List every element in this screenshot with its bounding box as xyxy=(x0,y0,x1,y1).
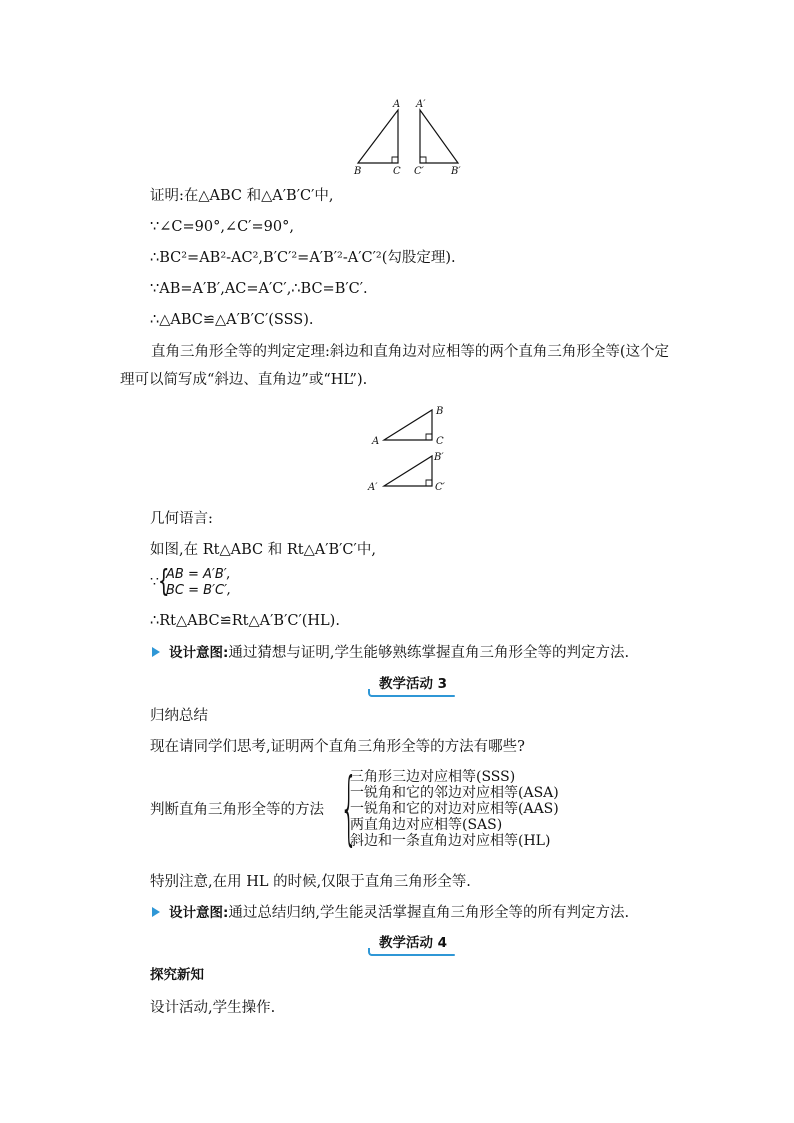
triangle-marker-icon xyxy=(152,647,160,657)
activity-3-label: 教学活动 3 xyxy=(378,676,448,692)
summary-title: 归纳总结 xyxy=(150,708,208,724)
label-c-prime-2: C′ xyxy=(435,482,445,493)
triangles-figure-2 xyxy=(366,400,456,496)
proof-line-2: ∵∠C=90°,∠C′=90°, xyxy=(150,219,294,235)
triangles-figure-1 xyxy=(350,96,470,178)
triangle-a-prime xyxy=(420,110,458,163)
label-a-2: A xyxy=(372,436,380,447)
proof-line-5: ∴△ABC≌△A′B′C′(SSS). xyxy=(150,312,314,328)
methods-lead: 判断直角三角形全等的方法 xyxy=(150,802,324,818)
method-item: 两直角边对应相等(SAS) xyxy=(350,817,503,833)
intent-label: 设计意图: xyxy=(169,905,229,921)
proof-line-4: ∵AB=A′B′,AC=A′C′,∴BC=B′C′. xyxy=(150,281,368,297)
proof-line-1: 证明:在△ABC 和△A′B′C′中, xyxy=(150,188,334,204)
explore-text: 设计活动,学生操作. xyxy=(150,1000,276,1016)
intent-label: 设计意图: xyxy=(169,645,229,661)
method-item: 三角形三边对应相等(SSS) xyxy=(350,769,516,785)
label-c-2: C xyxy=(436,436,444,447)
triangle-a-prime-2 xyxy=(384,456,432,486)
method-item: 斜边和一条直角边对应相等(HL) xyxy=(350,833,551,849)
activity-3-heading xyxy=(371,674,455,694)
method-item: 一锐角和它的对边对应相等(AAS) xyxy=(350,801,559,817)
method-item: 一锐角和它的邻边对应相等(ASA) xyxy=(350,785,559,801)
label-a: A xyxy=(393,99,401,110)
right-angle-mark-prime-2 xyxy=(426,480,432,486)
because-symbol: ∵ xyxy=(150,574,159,590)
design-intent-1 xyxy=(152,643,629,663)
activity-4-label: 教学活动 4 xyxy=(378,935,448,951)
right-angle-mark xyxy=(392,157,398,163)
methods-list xyxy=(350,769,559,849)
proof-line-3: ∴BC²=AB²-AC²,B′C′²=A′B′²-A′C′²(勾股定理). xyxy=(150,250,456,266)
design-intent-2 xyxy=(152,903,629,923)
geo-conclusion: ∴Rt△ABC≌Rt△A′B′C′(HL). xyxy=(150,613,340,629)
right-angle-mark-prime xyxy=(420,157,426,163)
intent-text: 通过总结归纳,学生能灵活掌握直角三角形全等的所有判定方法. xyxy=(228,905,630,921)
methods-brace: { xyxy=(340,761,358,854)
theorem-paragraph: 直角三角形全等的判定定理:斜边和直角边对应相等的两个直角三角形全等(这个定理可以简写成“斜边、直角边”或“HL”). xyxy=(120,344,670,388)
system-equations xyxy=(166,567,231,599)
explore-title: 探究新知 xyxy=(150,967,204,983)
intent-text: 通过猜想与证明,学生能够熟练掌握直角三角形全等的判定方法. xyxy=(228,645,630,661)
triangle-abc-2 xyxy=(384,410,432,440)
label-b-prime-2: B′ xyxy=(434,452,444,463)
triangle-abc xyxy=(358,110,398,163)
label-a-prime-2: A′ xyxy=(368,482,378,493)
summary-question: 现在请同学们思考,证明两个直角三角形全等的方法有哪些? xyxy=(150,739,525,755)
geo-line-1: 如图,在 Rt△ABC 和 Rt△A′B′C′中, xyxy=(150,542,376,558)
equation-1: AB = A′B′, xyxy=(166,567,231,582)
activity-underline xyxy=(371,695,455,697)
label-a-prime: A′ xyxy=(416,99,426,110)
label-b: B xyxy=(354,166,362,177)
system-brace: { xyxy=(158,564,170,599)
activity-underline xyxy=(371,954,455,956)
label-c-prime: C′ xyxy=(414,166,424,177)
label-c: C xyxy=(393,166,401,177)
summary-note: 特别注意,在用 HL 的时候,仅限于直角三角形全等. xyxy=(150,874,471,890)
label-b-2: B xyxy=(436,406,444,417)
geo-title: 几何语言: xyxy=(150,511,213,527)
triangle-marker-icon xyxy=(152,907,160,917)
equation-2: BC = B′C′, xyxy=(166,583,232,598)
activity-4-heading xyxy=(371,933,455,953)
right-angle-mark-2 xyxy=(426,434,432,440)
label-b-prime: B′ xyxy=(451,166,461,177)
